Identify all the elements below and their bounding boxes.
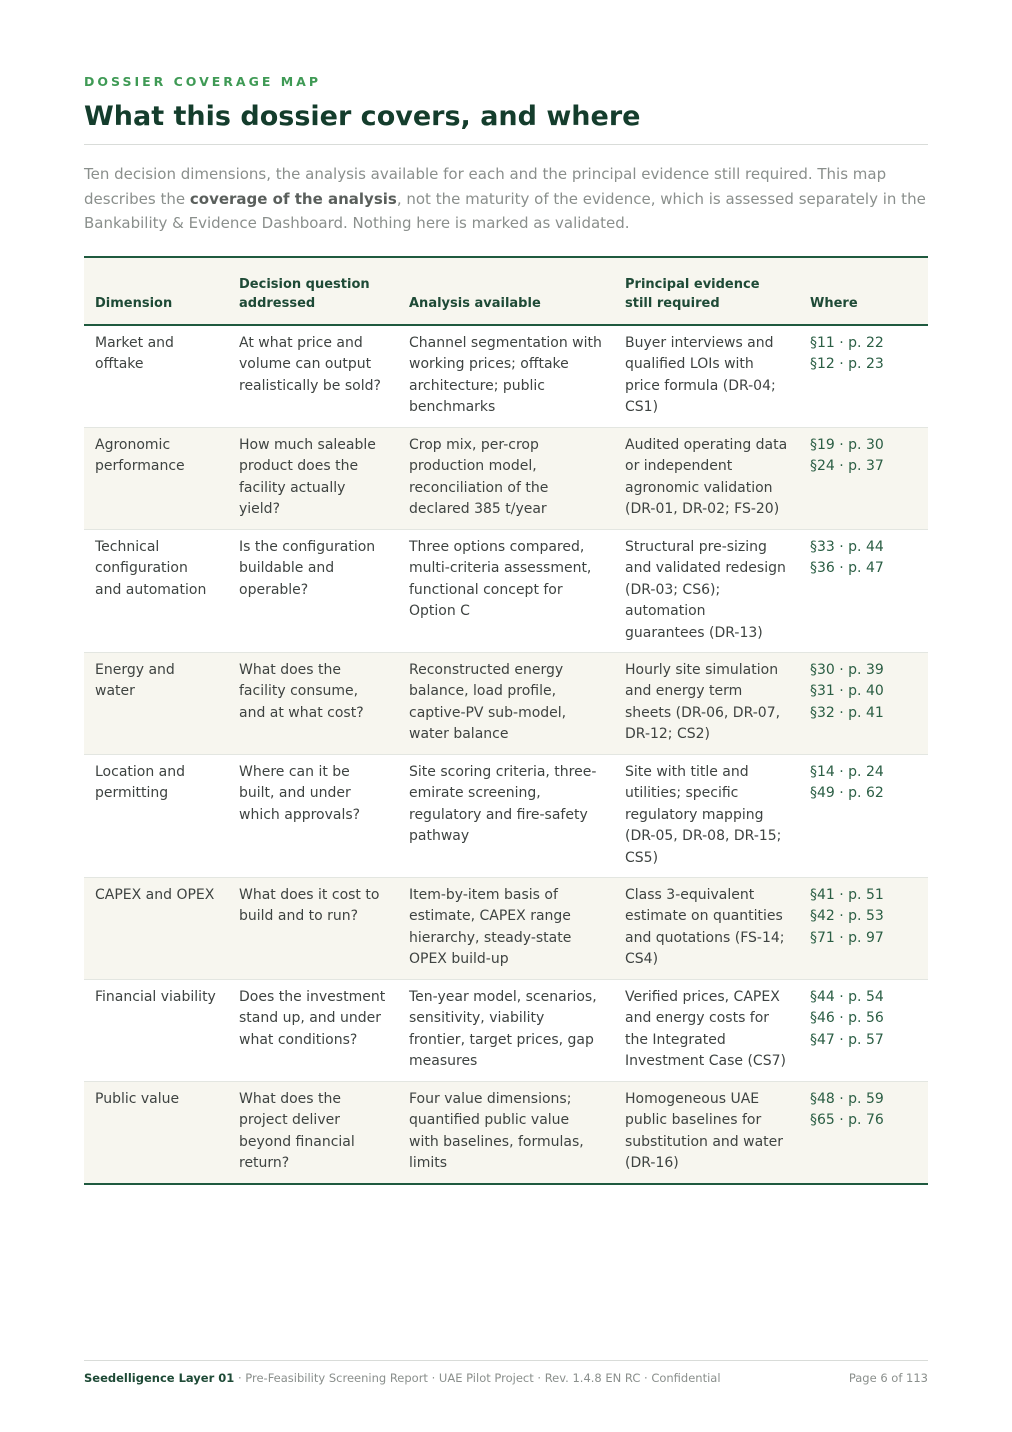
table-row <box>84 980 928 1082</box>
cell-evidence: Verified prices, CAPEX and energy costs for the Integrated Investment Case (CS7) <box>614 980 799 1082</box>
table-row <box>84 530 928 653</box>
cell-question: Is the configuration buildable and operable? <box>228 530 398 653</box>
cell-where <box>799 428 928 530</box>
footer-divider <box>84 1360 928 1361</box>
section-reference-link[interactable]: §65 · p. 76 <box>810 1112 884 1129</box>
cell-evidence: Homogeneous UAE public baselines for substitution and water (DR-16) <box>614 1082 799 1184</box>
cell-analysis: Three options compared, multi-criteria assessment, functional concept for Option C <box>398 530 614 653</box>
section-reference-link[interactable]: §44 · p. 54 <box>810 989 884 1006</box>
section-reference-link[interactable]: §12 · p. 23 <box>810 356 884 373</box>
header-dimension: Dimension <box>84 257 228 325</box>
cell-analysis: Ten-year model, scenarios, sensitivity, viability frontier, target prices, gap measures <box>398 980 614 1082</box>
cell-question: How much saleable product does the facility actually yield? <box>228 428 398 530</box>
cell-question: At what price and volume can output realistically be sold? <box>228 325 398 428</box>
cell-evidence: Structural pre-sizing and validated redesign (DR-03; CS6); automation guarantees (DR-13) <box>614 530 799 653</box>
cell-evidence: Buyer interviews and qualified LOIs with price formula (DR-04; CS1) <box>614 325 799 428</box>
cell-evidence: Audited operating data or independent agronomic validation (DR-01, DR-02; FS-20) <box>614 428 799 530</box>
cell-dimension: Public value <box>84 1082 228 1184</box>
cell-where <box>799 755 928 878</box>
table-header-row <box>84 257 928 325</box>
section-reference-link[interactable]: §11 · p. 22 <box>810 335 884 351</box>
page-title: What this dossier covers, and where <box>84 101 641 132</box>
section-reference-link[interactable]: §41 · p. 51 <box>810 887 884 904</box>
section-reference-link[interactable]: §32 · p. 41 <box>810 704 884 721</box>
cell-question: What does it cost to build and to run? <box>228 878 398 980</box>
cell-evidence: Hourly site simulation and energy term sheets (DR-06, DR-07, DR-12; CS2) <box>614 653 799 755</box>
cell-where <box>799 530 928 653</box>
cell-where <box>799 1082 928 1184</box>
section-reference-link[interactable]: §49 · p. 62 <box>810 785 884 802</box>
header-where: Where <box>799 257 928 325</box>
cell-dimension: Energy and water <box>84 653 228 755</box>
section-reference-link[interactable]: §14 · p. 24 <box>810 764 884 781</box>
cell-where <box>799 980 928 1082</box>
section-reference-link[interactable]: §31 · p. 40 <box>810 683 884 700</box>
section-reference-link[interactable]: §36 · p. 47 <box>810 560 884 577</box>
cell-evidence: Class 3-equivalent estimate on quantities and quotations (FS-14; CS4) <box>614 878 799 980</box>
table-row <box>84 653 928 755</box>
section-reference-link[interactable]: §47 · p. 57 <box>810 1031 884 1048</box>
page-number: Page 6 of 113 <box>848 1371 928 1385</box>
section-reference-link[interactable]: §42 · p. 53 <box>810 908 884 925</box>
cell-question: Does the investment stand up, and under what conditions? <box>228 980 398 1082</box>
cell-question: Where can it be built, and under which approvals? <box>228 755 398 878</box>
section-reference-link[interactable]: §33 · p. 44 <box>810 539 884 555</box>
title-divider <box>84 144 928 145</box>
intro-text-2: , not the maturity of the evidence, which is assessed separately in the Bankability & Evidence Dashboard. Nothing here is marked as validated. <box>84 189 926 232</box>
section-eyebrow: DOSSIER COVERAGE MAP <box>84 74 322 89</box>
cell-where <box>799 325 928 428</box>
cell-where <box>799 878 928 980</box>
footer-document-info: · Pre-Feasibility Screening Report · UAE Pilot Project · Rev. 1.4.8 EN RC · Confidential <box>234 1371 721 1385</box>
table-row <box>84 755 928 878</box>
page-footer <box>84 1371 928 1385</box>
cell-analysis: Reconstructed energy balance, load profile, captive-PV sub-model, water balance <box>398 653 614 755</box>
cell-question: What does the facility consume, and at what cost? <box>228 653 398 755</box>
cell-dimension: Agronomic performance <box>84 428 228 530</box>
cell-dimension: Technical configuration and automation <box>84 530 228 653</box>
coverage-table <box>84 256 928 1185</box>
table-row <box>84 878 928 980</box>
cell-evidence: Site with title and utilities; specific regulatory mapping (DR-05, DR-08, DR-15; CS5) <box>614 755 799 878</box>
section-reference-link[interactable]: §24 · p. 37 <box>810 458 884 475</box>
intro-paragraph <box>84 162 928 236</box>
section-reference-link[interactable]: §19 · p. 30 <box>810 437 884 453</box>
section-reference-link[interactable]: §48 · p. 59 <box>810 1091 884 1108</box>
footer-brand: Seedelligence Layer 01 <box>84 1371 235 1385</box>
cell-analysis: Site scoring criteria, three-emirate screening, regulatory and fire-safety pathway <box>398 755 614 878</box>
table-row <box>84 1082 928 1184</box>
cell-analysis: Crop mix, per-crop production model, reconciliation of the declared 385 t/year <box>398 428 614 530</box>
cell-analysis: Item-by-item basis of estimate, CAPEX range hierarchy, steady-state OPEX build-up <box>398 878 614 980</box>
cell-dimension: Financial viability <box>84 980 228 1082</box>
section-reference-link[interactable]: §30 · p. 39 <box>810 662 884 679</box>
section-reference-link[interactable]: §46 · p. 56 <box>810 1010 884 1027</box>
cell-dimension: Location and permitting <box>84 755 228 878</box>
intro-emphasis: coverage of the analysis <box>189 189 397 208</box>
table-row <box>84 325 928 428</box>
cell-where <box>799 653 928 755</box>
header-analysis: Analysis available <box>398 257 614 325</box>
table-row <box>84 428 928 530</box>
cell-analysis: Four value dimensions; quantified public value with baselines, formulas, limits <box>398 1082 614 1184</box>
cell-analysis: Channel segmentation with working prices; offtake architecture; public benchmarks <box>398 325 614 428</box>
cell-dimension: Market and offtake <box>84 325 228 428</box>
cell-question: What does the project deliver beyond financial return? <box>228 1082 398 1184</box>
intro-text-1: Ten decision dimensions, the analysis available for each and the principal evidence still required. This map describes the <box>84 165 887 208</box>
cell-dimension: CAPEX and OPEX <box>84 878 228 980</box>
header-question: Decision question addressed <box>228 257 398 325</box>
section-reference-link[interactable]: §71 · p. 97 <box>810 929 884 946</box>
header-evidence: Principal evidence still required <box>614 257 799 325</box>
